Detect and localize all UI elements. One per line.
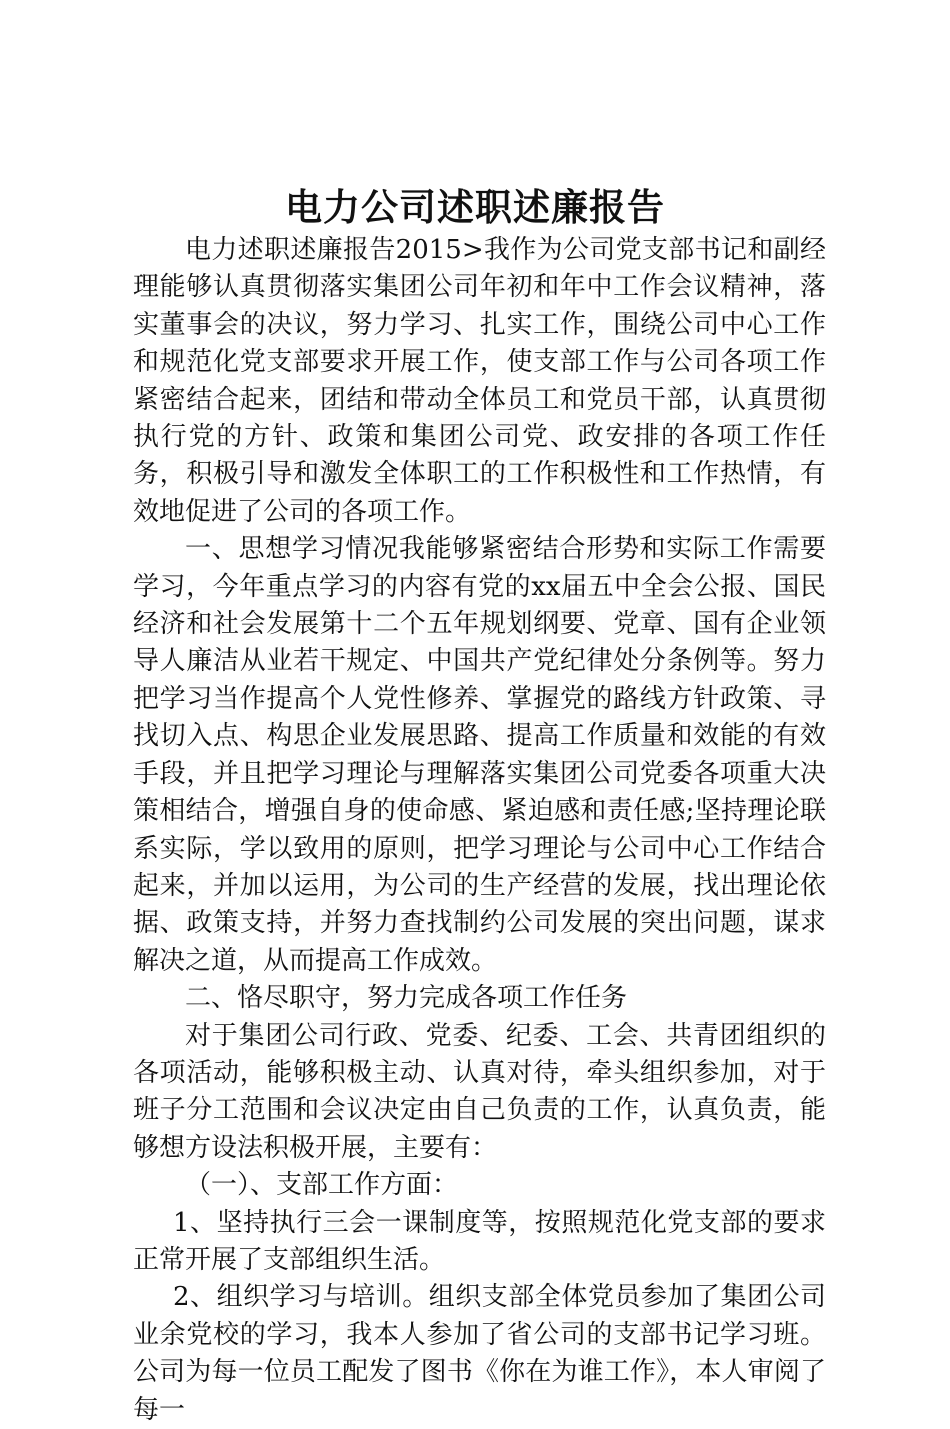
paragraph-item-1: 1、坚持执行三会一课制度等，按照规范化党支部的要求正常开展了支部组织生活。 [133, 1207, 826, 1275]
paragraph-study: 一、思想学习情况我能够紧密结合形势和实际工作需要学习，今年重点学习的内容有党的xx届五中全会公报、国民经济和社会发展第十二个五年规划纲要、党章、国有企业领导人廉洁从业若干规定、中国共产党纪律处分条例等。努力把学习当作提高个人党性修养、掌握党的路线方针政策、寻找切入点、构思企业发展思路、提高工作质量和效能的有效手段，并且把学习理论与理解落实集团公司党委各项重大决策相结合，增强自身的使命感、紧迫感和责任感;坚持理论联系实际，学以致用的原则，把学习理论与公司中心工作结合起来，并加以运用，为公司的生产经营的发展，找出理论依据、政策支持，并努力查找制约公司发展的突出问题，谋求解决之道，从而提高工作成效。 [133, 534, 826, 976]
paragraph-duties: 对于集团公司行政、党委、纪委、工会、共青团组织的各项活动，能够积极主动、认真对待，牵头组织参加，对于班子分工范围和会议决定由自己负责的工作，认真负责，能够想方设法积极开展，主要有： [133, 1020, 826, 1163]
section-heading-duties: 二、恪尽职守，努力完成各项工作任务 [185, 983, 628, 1014]
subsection-heading-branch-work: （一）、支部工作方面： [185, 1170, 459, 1201]
document-title: 电力公司述职述廉报告 [285, 186, 665, 229]
paragraph-item-2: 2、组织学习与培训。组织支部全体党员参加了集团公司业余党校的学习，我本人参加了省公司的支部书记学习班。公司为每一位员工配发了图书《你在为谁工作》，本人审阅了每一 [133, 1282, 826, 1425]
paragraph-intro: 电力述职述廉报告2015>我作为公司党支部书记和副经理能够认真贯彻落实集团公司年初和年中工作会议精神，落实董事会的决议，努力学习、扎实工作，围绕公司中心工作和规范化党支部要求开展工作，使支部工作与公司各项工作紧密结合起来，团结和带动全体员工和党员干部，认真贯彻执行党的方针、政策和集团公司党、政安排的各项工作任务，积极引导和激发全体职工的工作积极性和工作热情，有效地促进了公司的各项工作。 [133, 235, 826, 527]
document-body [133, 232, 826, 1429]
